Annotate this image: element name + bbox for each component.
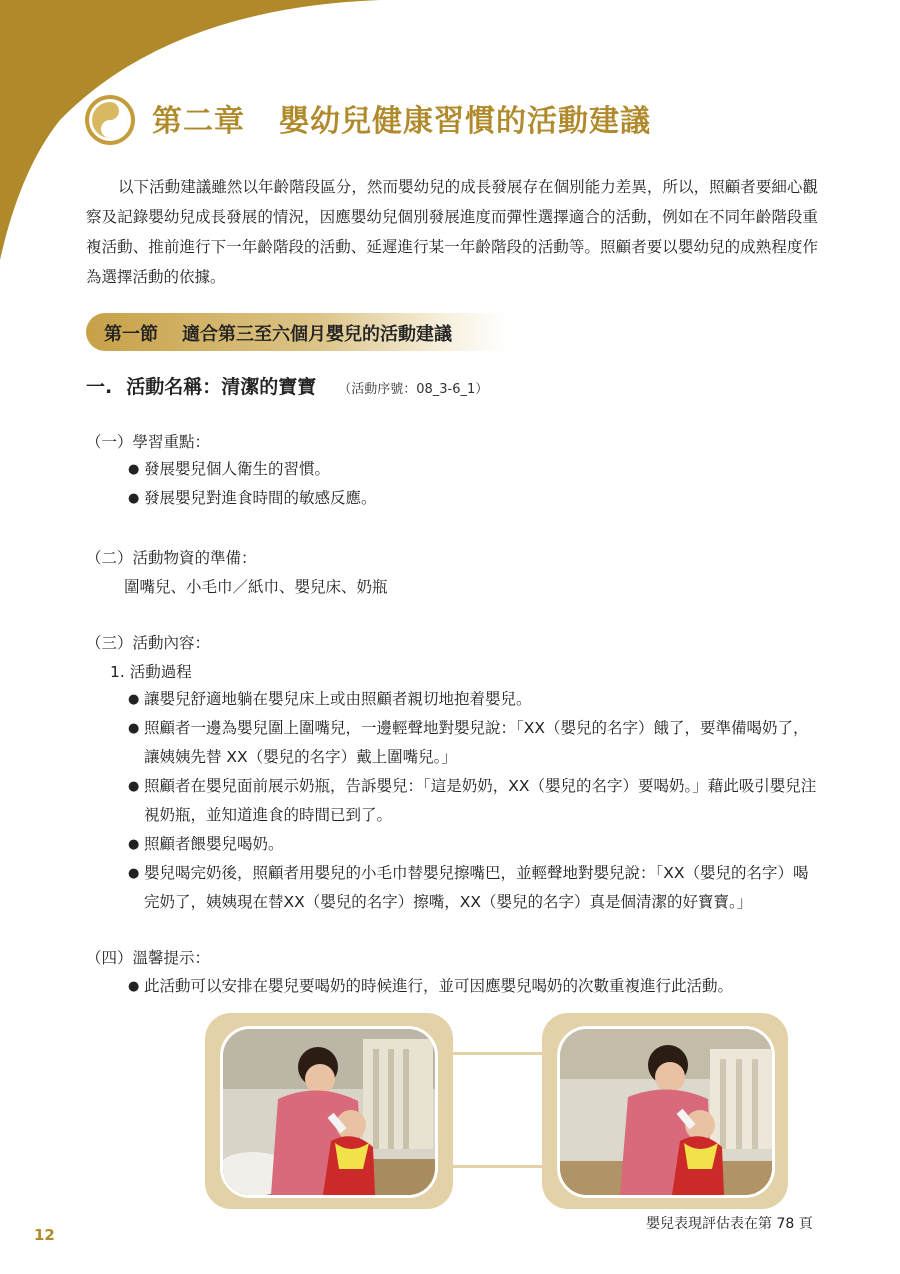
list-item: ● 此活動可以安排在嬰兒要喝奶的時候進行，並可因應嬰兒喝奶的次數重複進行此活動。 [128,972,828,1001]
bullet-icon: ● [128,462,140,477]
list-item: ● 發展嬰兒對進食時間的敏感反應。 [128,484,828,513]
bullet-icon: ● [128,491,140,506]
photo-feeding-baby-2 [560,1029,772,1195]
bullet-icon: ● [128,837,140,852]
intro-text: 以下活動建議雖然以年齡階段區分，然而嬰幼兒的成長發展存在個別能力差異，所以，照顧者要細心觀察及記錄嬰幼兒成長發展的情況，因應嬰幼兒個別發展進度而彈性選擇適合的活動，例如在不同年齡階段重複活動、推前進行下一年齡階段的活動、延遲進行某一年齡階段的活動等。照顧者要以嬰幼兒的成熟程度作為選擇活動的依據。 [86,178,818,286]
section-name: 適合第三至六個月嬰兒的活動建議 [182,324,452,345]
list-item: ● 讓嬰兒舒適地躺在嬰兒床上或由照顧者親切地抱着嬰兒。 [128,685,818,714]
content-subheading: 1. 活動過程 [110,663,192,681]
materials-heading: （二）活動物資的準備： [86,549,257,567]
list-item: ● 照顧者在嬰兒面前展示奶瓶，告訴嬰兒：「這是奶奶，XX（嬰兒的名字）要喝奶。」藉此吸引嬰兒注視奶瓶，並知道進食的時間已到了。 [128,772,818,830]
chapter-number: 第二章 [152,104,245,139]
bullet-icon: ● [128,721,140,736]
bullet-icon: ● [128,866,140,881]
list-item: ● 照顧者一邊為嬰兒圍上圍嘴兒，一邊輕聲地對嬰兒說：「XX（嬰兒的名字）餓了，要準備喝奶了，讓姨姨先替 XX（嬰兒的名字）戴上圍嘴兒。」 [128,714,818,772]
list-item: ● 照顧者餵嬰兒喝奶。 [128,830,818,859]
activity-title: 活動名稱：清潔的寶寶 [126,376,317,398]
materials-text: 圍嘴兒、小毛巾／紙巾、嬰兒床、奶瓶 [124,578,388,596]
list-item: ● 嬰兒喝完奶後，照顧者用嬰兒的小毛巾替嬰兒擦嘴巴，並輕聲地對嬰兒說：「XX（嬰兒的名字）喝完奶了，姨姨現在替XX（嬰兒的名字）擦嘴，XX（嬰兒的名字）真是個清潔的好寶寶。」 [128,859,818,917]
chapter-name: 嬰幼兒健康習慣的活動建議 [279,104,651,139]
tips-heading: （四）溫馨提示： [86,949,211,967]
bullet-icon: ● [128,979,140,994]
section-title [104,320,452,346]
intro-paragraph [86,172,818,292]
section-number: 第一節 [104,324,158,345]
content-heading: （三）活動內容： [86,634,211,652]
learning-heading: （一）學習重點： [86,433,211,451]
photo-feeding-baby-1 [223,1029,435,1195]
chapter-emblem-icon [84,94,136,146]
activity-heading [86,372,488,399]
photo-left [220,1026,438,1198]
bullet-icon: ● [128,779,140,794]
chapter-title [152,96,651,140]
activity-number: 一. [86,376,113,398]
photo-connector-bottom [450,1165,546,1168]
photo-connector-top [450,1052,546,1055]
assessment-footnote: 嬰兒表現評估表在第 78 頁 [646,1216,813,1232]
list-item: ● 發展嬰兒個人衛生的習慣。 [128,455,828,484]
bullet-icon: ● [128,692,140,707]
photo-right [557,1026,775,1198]
page-number: 12 [34,1226,55,1244]
activity-code: （活動序號：08_3-6_1） [338,382,489,397]
